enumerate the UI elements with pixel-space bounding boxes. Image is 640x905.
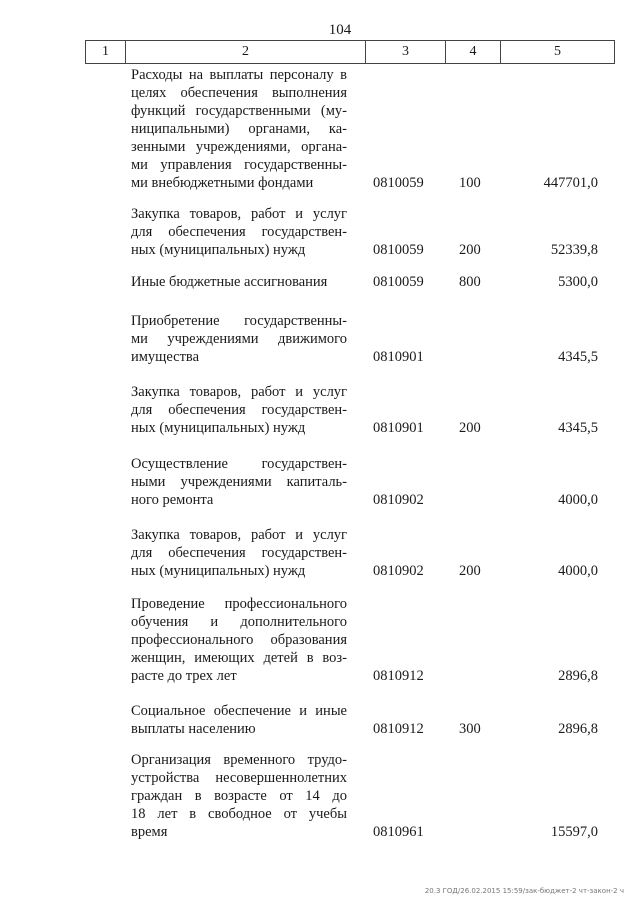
description-line: ного ремонта [131,492,214,508]
row-type: 200 [459,563,481,579]
row-description [131,66,347,192]
row-description [131,526,347,580]
row-amount: 4000,0 [558,563,598,579]
row-description [131,702,347,738]
description-line: ных (муниципальных) нужд [131,563,306,579]
row-amount: 447701,0 [543,175,598,191]
row-amount: 4345,5 [558,349,598,365]
row-amount: 4000,0 [558,492,598,508]
description-line: расте до трех лет [131,668,237,684]
row-description [131,205,347,259]
column-header-row [85,40,615,64]
description-line: Закупка товаров, работ и услуг [131,527,347,543]
description-line: Закупка товаров, работ и услуг [131,384,347,400]
row-amount: 2896,8 [558,721,598,737]
description-line: ми управления государственны- [131,157,347,173]
description-line: выплаты населению [131,721,256,737]
description-line: ми учреждениями движимого [131,331,347,347]
row-description [131,383,347,437]
description-line: обучения и дополнительного [131,614,347,630]
row-type: 800 [459,274,481,290]
description-line: Организация временного трудо- [131,752,347,768]
row-type: 300 [459,721,481,737]
column-header-2: 2 [125,41,365,63]
row-amount: 52339,8 [550,242,598,258]
description-line: ми внебюджетными фондами [131,175,314,191]
row-description [131,751,347,841]
row-type: 100 [459,175,481,191]
row-code: 0810912 [373,721,424,737]
footer-stamp: 20.3 ГОД/26.02.2015 15:59/зак-бюджет-2 чт-закон-2 ч [424,887,624,895]
description-line: ными учреждениями капиталь- [131,474,347,490]
row-type: 200 [459,242,481,258]
row-amount: 5300,0 [558,274,598,290]
description-line: Социальное обеспечение и иные [131,703,347,719]
column-header-1: 1 [85,41,125,63]
row-description [131,595,347,685]
description-line: Проведение профессионального [131,596,347,612]
description-line: Осуществление государствен- [131,456,347,472]
description-line: профессионального образования [131,632,347,648]
row-code: 0810059 [373,274,424,290]
row-amount: 2896,8 [558,668,598,684]
row-type: 200 [459,420,481,436]
description-line: ных (муниципальных) нужд [131,242,306,258]
description-line: Приобретение государственны- [131,313,347,329]
row-description [131,312,347,366]
description-line: женщин, имеющих детей в воз- [131,650,347,666]
row-code: 0810912 [373,668,424,684]
column-header-3: 3 [365,41,445,63]
row-code: 0810901 [373,420,424,436]
description-line: 18 лет в свободное от учебы [131,806,347,822]
description-line: граждан в возрасте от 14 до [131,788,347,804]
column-header-4: 4 [445,41,500,63]
row-description [131,455,347,509]
row-amount: 15597,0 [550,824,598,840]
row-code: 0810961 [373,824,424,840]
description-line: ных (муниципальных) нужд [131,420,306,436]
description-line: зенными учреждениями, органа- [131,139,347,155]
row-code: 0810902 [373,563,424,579]
description-line: Иные бюджетные ассигнования [131,274,328,290]
description-line: устройства несовершеннолетних [131,770,347,786]
description-line: для обеспечения государствен- [131,224,347,240]
row-description [131,273,347,291]
description-line: целях обеспечения выполнения [131,85,347,101]
description-line: Расходы на выплаты персоналу в [131,67,347,83]
description-line: функций государственными (му- [131,103,347,119]
description-line: для обеспечения государствен- [131,402,347,418]
row-code: 0810902 [373,492,424,508]
row-code: 0810059 [373,175,424,191]
row-code: 0810059 [373,242,424,258]
description-line: ниципальными) органами, ка- [131,121,347,137]
description-line: для обеспечения государствен- [131,545,347,561]
row-amount: 4345,5 [558,420,598,436]
column-header-5: 5 [500,41,615,63]
page-number: 104 [328,22,352,38]
description-line: имущества [131,349,200,365]
description-line: Закупка товаров, работ и услуг [131,206,347,222]
description-line: время [131,824,168,840]
row-code: 0810901 [373,349,424,365]
